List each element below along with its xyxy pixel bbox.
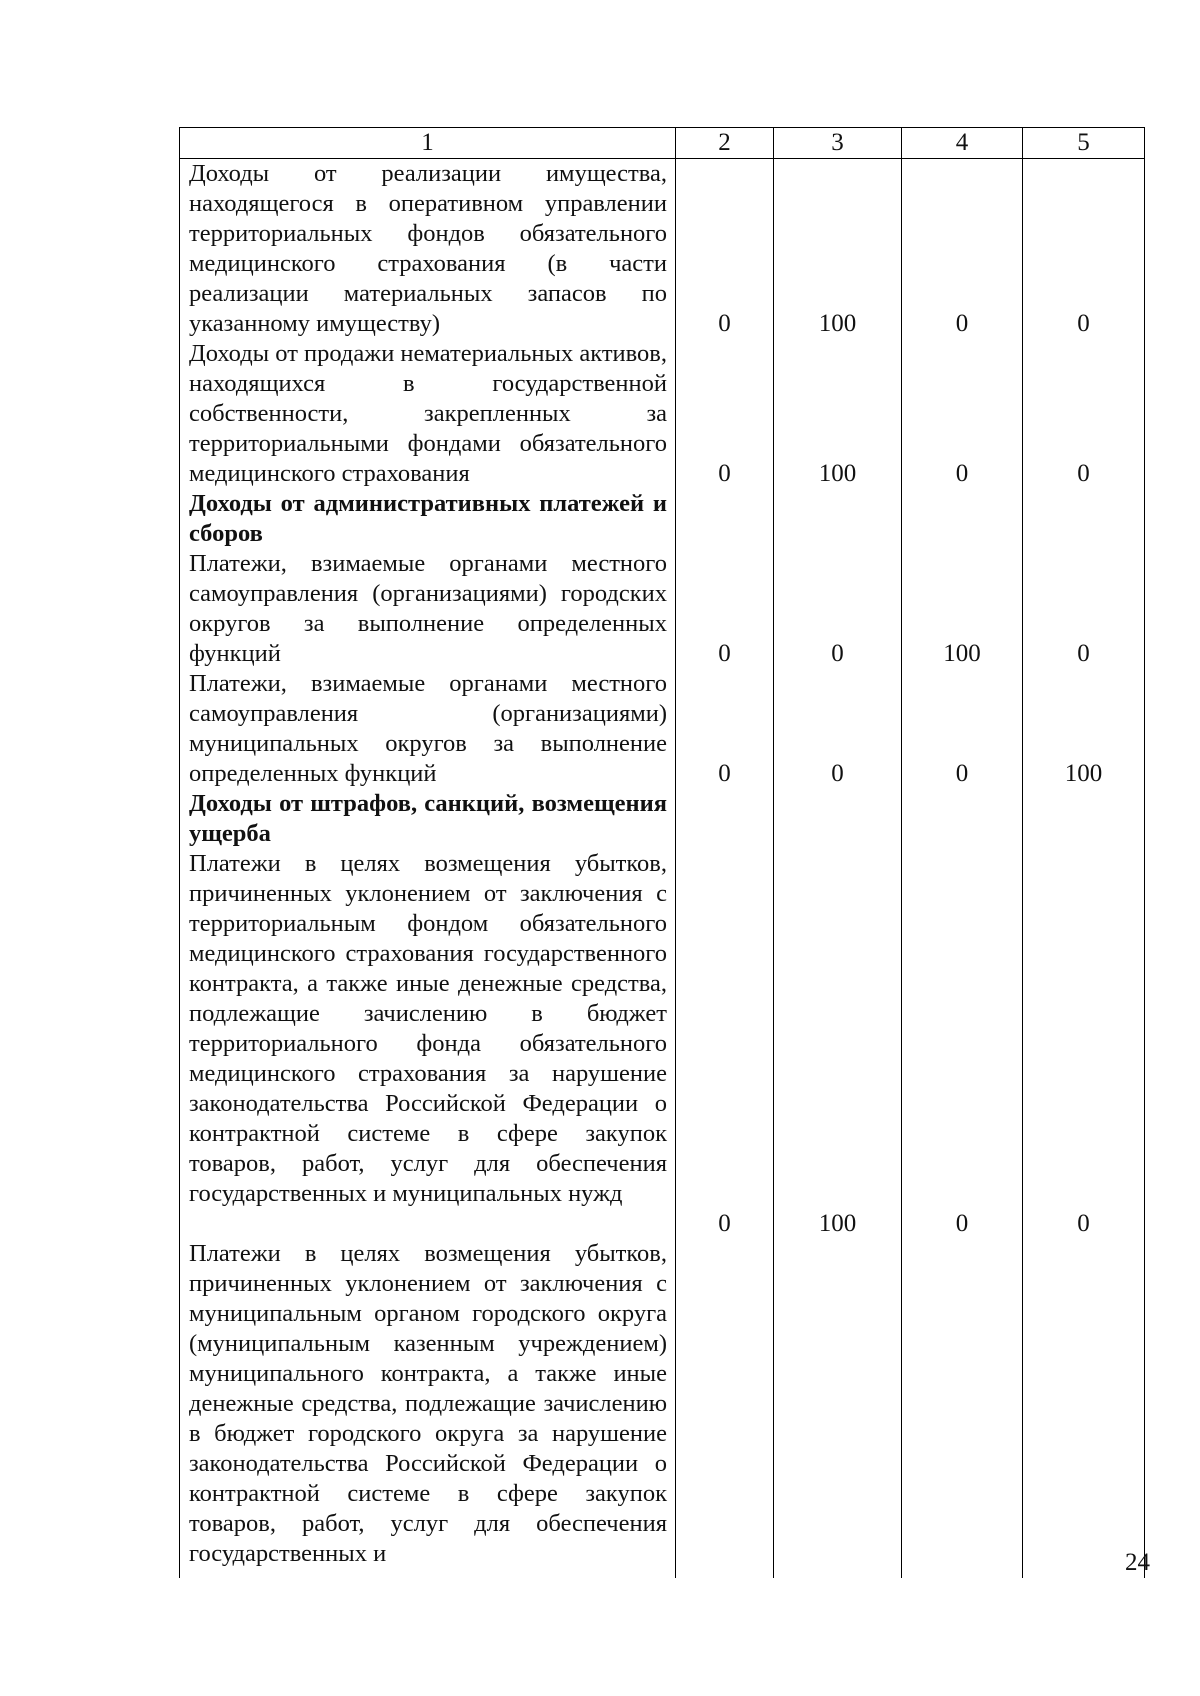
row-value-col-5: 100: [1064, 760, 1103, 787]
row-value-col-3: 100: [818, 1210, 857, 1237]
row-value-col-3: 0: [831, 760, 844, 787]
row-description: Платежи в целях возмещения убытков, причиненных уклонением от заключения с муниципальным органом городского округа (муниципальным казенным учреждением) муниципального контракта, а также иные денежные средства, подлежащие зачислению в бюджет городского округа за нарушение законодательства Российской Федерации о контрактной системе в сфере закупок товаров, работ, услуг для обеспечения государственных и: [189, 1240, 667, 1567]
column-divider: [675, 128, 676, 1578]
row-description: Доходы от продажи нематериальных активов, находящихся в государственной собственности, закрепленных за территориальными фондами обязательного медицинского страхования: [189, 340, 667, 487]
header-col-4: 4: [955, 129, 969, 156]
row-value-col-2: 0: [718, 640, 731, 667]
column-divider: [1022, 128, 1023, 1578]
row-value-col-5: 0: [1077, 1210, 1090, 1237]
row-description: Платежи, взимаемые органами местного самоуправления (организациями) городских округов за выполнение определенных функций: [189, 550, 667, 667]
row-value-col-4: 0: [955, 460, 969, 487]
header-col-2: 2: [718, 129, 731, 156]
row-value-col-2: 0: [718, 460, 731, 487]
row-value-col-4: 0: [955, 1210, 969, 1237]
header-col-3: 3: [831, 129, 844, 156]
row-description: Платежи, взимаемые органами местного самоуправления (организациями) муниципальных округов за выполнение определенных функций: [189, 670, 667, 787]
section-heading: Доходы от административных платежей и сборов: [189, 490, 667, 547]
table-header-row: [180, 128, 1144, 159]
row-value-col-5: 0: [1077, 460, 1090, 487]
column-divider: [773, 128, 774, 1578]
section-heading: Доходы от штрафов, санкций, возмещения ущерба: [189, 790, 667, 847]
row-value-col-4: 0: [955, 760, 969, 787]
row-value-col-5: 0: [1077, 640, 1090, 667]
header-col-5: 5: [1077, 129, 1090, 156]
header-col-1: 1: [421, 129, 434, 156]
row-description: Доходы от реализации имущества, находящегося в оперативном управлении территориальных фондов обязательного медицинского страхования (в части реализации материальных запасов по указанному имуществу): [189, 160, 667, 337]
revenue-distribution-table: [179, 127, 1145, 1578]
row-value-col-3: 0: [831, 640, 844, 667]
row-value-col-3: 100: [818, 460, 857, 487]
row-description: Платежи в целях возмещения убытков, причиненных уклонением от заключения с территориальным фондом обязательного медицинского страхования государственного контракта, а также иные денежные средства, подлежащие зачислению в бюджет территориального фонда обязательного медицинского страхования за нарушение законодательства Российской Федерации о контрактной системе в сфере закупок товаров, работ, услуг для обеспечения государственных и муниципальных нужд: [189, 850, 667, 1207]
row-value-col-5: 0: [1077, 310, 1090, 337]
column-divider: [901, 128, 902, 1578]
row-value-col-3: 100: [818, 310, 857, 337]
row-value-col-4: 100: [943, 640, 981, 667]
row-value-col-2: 0: [718, 1210, 731, 1237]
page-number: 24: [1125, 1549, 1150, 1576]
row-value-col-2: 0: [718, 310, 731, 337]
row-value-col-2: 0: [718, 760, 731, 787]
row-value-col-4: 0: [955, 310, 969, 337]
